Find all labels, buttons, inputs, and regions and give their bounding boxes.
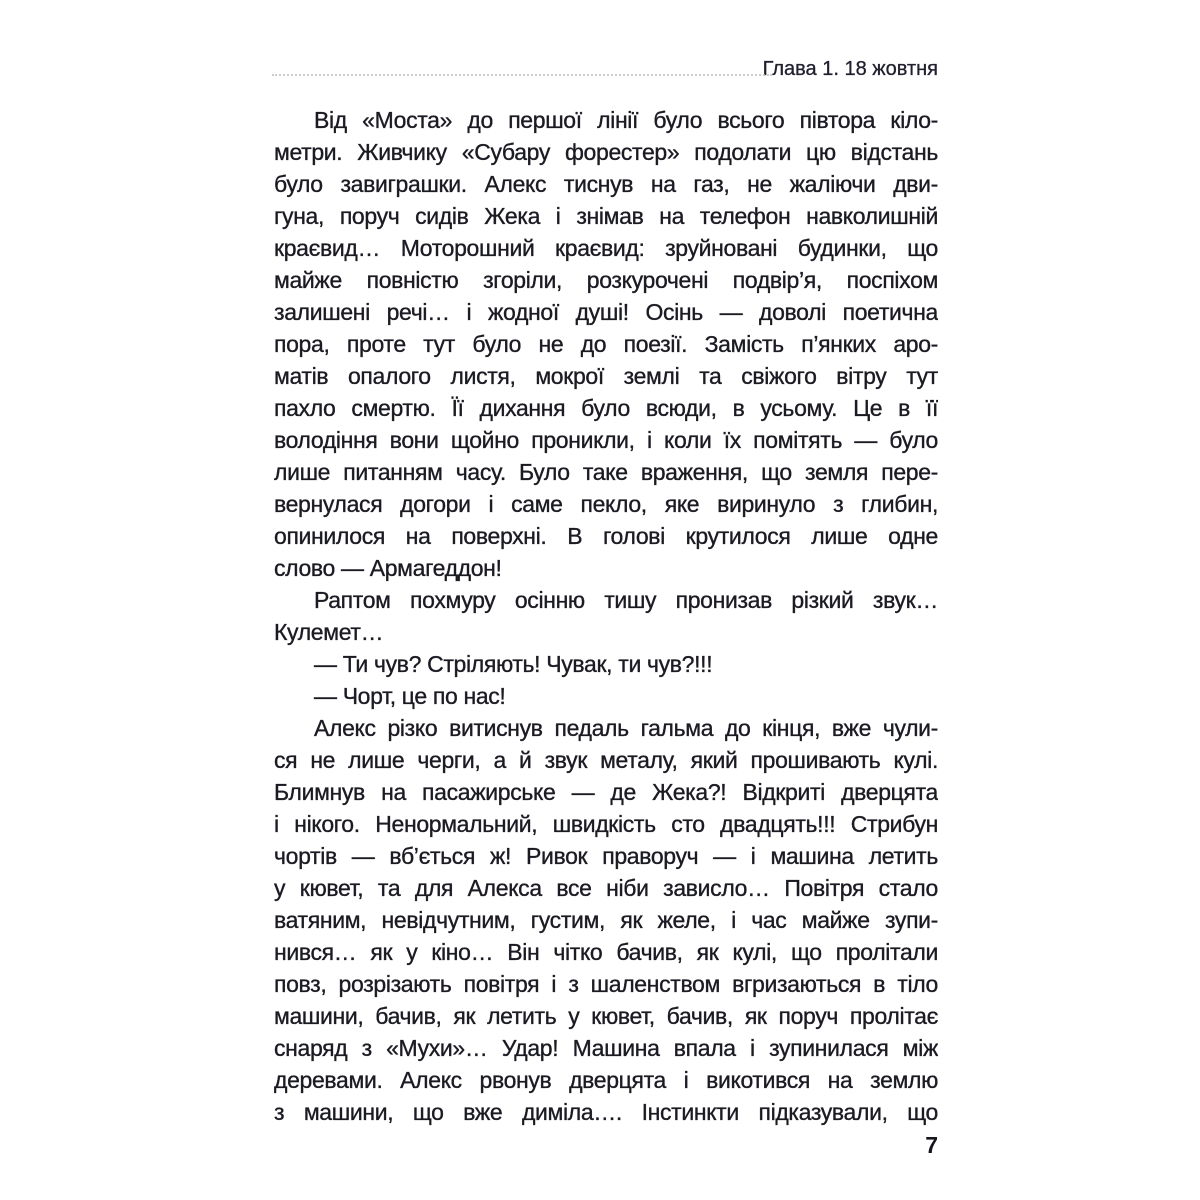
text-line: у кювет, та для Алекса все ніби зависло… Повітря стало (274, 875, 938, 901)
text-line: було завиграшки. Алекс тиснув на газ, не жаліючи дви- (274, 171, 938, 197)
text-line: Кулемет… (274, 619, 384, 645)
text-line: краєвид… Моторошний краєвид: зруйновані будинки, що (274, 235, 938, 261)
text-line: гуна, поруч сидів Жека і знімав на телефон навколишній (274, 203, 938, 229)
text-line: чортів — вб’ється ж! Ривок праворуч — і машина летить (274, 843, 938, 869)
text-line: метри. Живчику «Субару форестер» подолати цю відстань (274, 139, 938, 165)
text-line: залишені речі… і жодної душі! Осінь — доволі поетична (274, 299, 938, 325)
text-line: Раптом похмуру осінню тишу пронизав різкий звук… (314, 587, 938, 613)
chapter-header: Глава 1. 18 жовтня (762, 58, 938, 80)
text-line: і нікого. Ненормальний, швидкість сто двадцять!!! Стрибун (274, 811, 938, 837)
body-text (274, 104, 938, 1128)
text-line: володіння вони щойно проникли, і коли їх помітять — було (274, 427, 938, 453)
text-line: — Ти чув? Стріляють! Чувак, ти чув?!!! (314, 651, 713, 677)
text-line: майже повністю згоріли, розкурочені подвір’я, поспіхом (274, 267, 938, 293)
page-number: 7 (925, 1132, 938, 1158)
text-line: — Чорт, це по нас! (314, 683, 506, 709)
text-line: снаряд з «Мухи»… Удар! Машина впала і зупинилася між (274, 1035, 938, 1061)
text-line: Від «Моста» до першої лінії було всього півтора кіло- (314, 107, 938, 133)
text-line: Блимнув на пасажирське — де Жека?! Відкриті дверцята (274, 779, 938, 805)
text-line: машини, бачив, як летить у кювет, бачив, як поруч пролітає (274, 1003, 938, 1029)
text-line: пора, проте тут було не до поезії. Замість п’янких аро- (274, 331, 938, 357)
text-line: повз, розрізають повітря і з шаленством вгризаються в тіло (274, 971, 938, 997)
text-line: вернулася догори і саме пекло, яке виринуло з глибин, (274, 491, 938, 517)
text-line: ватяним, невідчутним, густим, як желе, і час майже зупи- (274, 907, 938, 933)
text-line: деревами. Алекс рвонув дверцята і викотився на землю (274, 1067, 938, 1093)
text-line: пахло смертю. Її дихання було всюди, в усьому. Це в її (274, 395, 938, 421)
text-line: ся не лише черги, а й звук металу, який прошивають кулі. (274, 747, 938, 773)
text-line: опинилося на поверхні. В голові крутилося лише одне (274, 523, 938, 549)
text-line: слово — Армагеддон! (274, 555, 502, 581)
text-line: лише питанням часу. Було таке враження, що земля пере- (274, 459, 938, 485)
text-line: матів опалого листя, мокрої землі та свіжого вітру тут (274, 363, 938, 389)
text-line: Алекс різко витиснув педаль гальма до кінця, вже чули- (314, 715, 938, 741)
text-line: нився… як у кіно… Він чітко бачив, як кулі, що пролітали (274, 939, 938, 965)
text-line: з машини, що вже диміла…. Інстинкти підказували, що (274, 1099, 938, 1125)
header-rule (272, 74, 772, 76)
